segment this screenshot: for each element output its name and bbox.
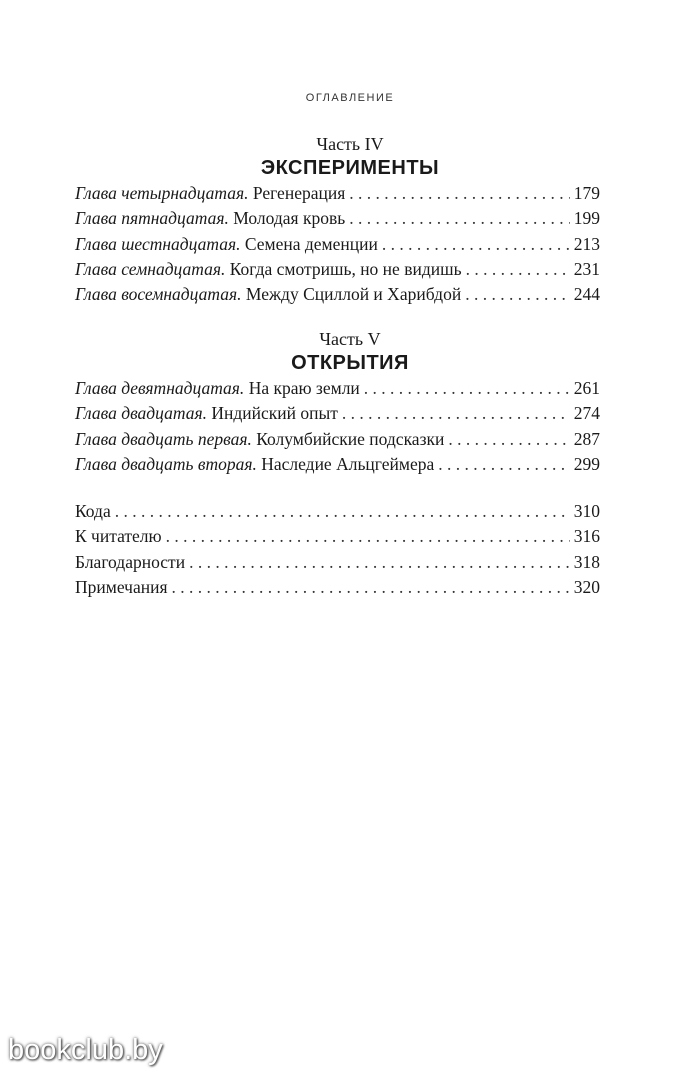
dot-leader [166,526,570,547]
section-title: Благодарности [75,551,186,572]
chapter-number: Глава девятнадцатая. [75,378,245,398]
chapter-title: Когда смотришь, но не видишь [229,258,462,279]
dot-leader [349,208,570,229]
dot-leader [466,259,570,280]
toc-entry[interactable] [75,577,600,602]
chapter-number: Глава двадцатая. [75,403,207,424]
part-5-toc [75,378,600,479]
toc-entry[interactable] [75,208,600,233]
dot-leader [115,501,570,522]
page-number: 316 [573,526,600,547]
toc-entry[interactable] [75,234,600,259]
section-title: Примечания [75,576,168,597]
section-title: Кода [75,501,111,521]
back-matter-toc [75,501,600,602]
dot-leader [189,552,570,573]
dot-leader [382,234,570,255]
page-number: 287 [573,428,600,449]
page-number: 213 [573,233,600,254]
watermark: bookclub.by [8,1034,163,1066]
chapter-title: Регенерация [252,183,346,203]
chapter-number: Глава двадцать первая. [75,428,252,449]
chapter-title: На краю земли [248,378,360,398]
chapter-number: Глава семнадцатая. [75,258,226,279]
part-5-title: ОТКРЫТИЯ [291,352,409,374]
toc-entry[interactable] [75,526,600,551]
toc-entry[interactable] [75,403,600,428]
toc-entry[interactable] [75,378,600,403]
toc-entry[interactable] [75,501,600,526]
chapter-title: Между Сциллой и Харибдой [245,284,462,305]
page-number: 231 [573,258,600,279]
toc-entry[interactable] [75,183,600,208]
toc-entry[interactable] [75,429,600,454]
dot-leader [364,378,570,399]
part-4-toc [75,183,600,309]
page-number: 199 [573,208,600,229]
chapter-title: Индийский опыт [211,403,338,424]
chapter-number: Глава восемнадцатая. [75,284,242,305]
page-number: 310 [573,501,600,521]
page-number: 320 [573,576,600,597]
page-number: 261 [573,378,600,398]
dot-leader [349,183,569,204]
toc-entry[interactable] [75,284,600,309]
chapter-title: Семена деменции [244,233,378,254]
chapter-number: Глава пятнадцатая. [75,208,229,229]
page-number: 244 [573,284,600,305]
part-5-label: Часть V [319,329,381,349]
chapter-title: Наследие Альцгеймера [261,453,435,474]
part-4-title: ЭКСПЕРИМЕНТЫ [260,157,440,179]
dot-leader [172,577,570,598]
chapter-title: Молодая кровь [233,208,346,229]
dot-leader [465,284,570,305]
dot-leader [448,429,569,450]
dot-leader [342,403,570,424]
page-number: 299 [573,453,600,474]
chapter-number: Глава четырнадцатая. [75,183,249,203]
chapter-title: Колумбийские подсказки [256,428,445,449]
running-head: ОГЛАВЛЕНИЕ [305,92,395,104]
dot-leader [438,454,570,475]
toc-entry[interactable] [75,454,600,479]
page-number: 318 [573,551,600,572]
chapter-number: Глава двадцать вторая. [75,453,257,474]
toc-entry[interactable] [75,552,600,577]
page-number: 179 [573,183,600,203]
part-4-label: Часть IV [316,134,384,154]
toc-entry[interactable] [75,259,600,284]
page-number: 274 [573,403,600,424]
chapter-number: Глава шестнадцатая. [75,233,241,254]
section-title: К читателю [75,526,162,547]
